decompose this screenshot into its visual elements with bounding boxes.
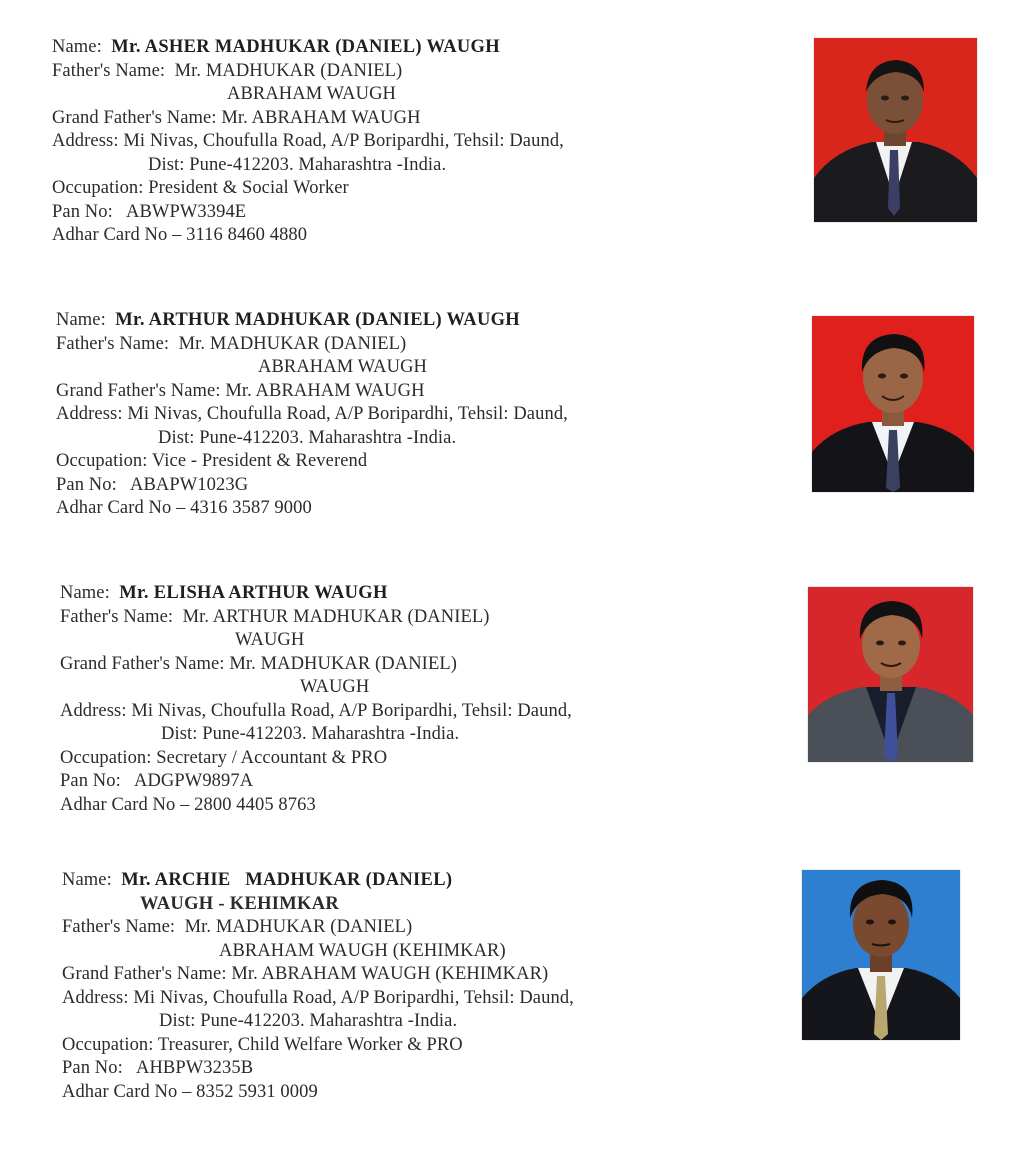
adhar-value: 4316 3587 9000 <box>190 498 312 518</box>
adhar-line <box>52 224 564 248</box>
father-line <box>62 916 574 940</box>
address-line <box>52 130 564 154</box>
father-label: Father's Name: <box>56 333 170 354</box>
person-details-1 <box>52 36 564 248</box>
address-value: Mi Nivas, Choufulla Road, A/P Boripardhi, Tehsil: Daund, <box>131 700 572 721</box>
name-label: Name: <box>52 37 102 57</box>
person-photo-1 <box>814 38 977 222</box>
father-name-continued: ABRAHAM WAUGH (KEHIMKAR) <box>219 940 506 961</box>
address-label: Address: <box>52 131 119 151</box>
father-name: Mr. MADHUKAR (DANIEL) <box>178 333 407 354</box>
adhar-line <box>60 794 572 818</box>
grandfather-line <box>62 963 574 987</box>
address-label: Address: <box>62 987 129 1008</box>
grandfather-line <box>60 653 572 677</box>
father-name-continued: ABRAHAM WAUGH <box>227 84 397 104</box>
pan-line <box>62 1057 574 1081</box>
portrait-image <box>812 316 974 492</box>
grandfather-name: Mr. ABRAHAM WAUGH <box>221 107 421 128</box>
father-line <box>52 60 564 84</box>
name-line <box>62 869 574 893</box>
person-photo-2 <box>812 316 974 492</box>
address-value: Mi Nivas, Choufulla Road, A/P Boripardhi, Tehsil: Daund, <box>133 987 574 1008</box>
address-value: Mi Nivas, Choufulla Road, A/P Boripardhi, Tehsil: Daund, <box>123 131 564 151</box>
pan-label: Pan No: <box>60 771 121 791</box>
person-photo-3 <box>808 587 973 762</box>
pan-value: ABAPW1023G <box>129 474 249 495</box>
father-label: Father's Name: <box>62 917 176 937</box>
pan-line <box>60 770 572 794</box>
occupation-value: Secretary / Accountant & PRO <box>156 747 388 768</box>
address-line <box>56 403 568 427</box>
person-photo-4 <box>802 870 960 1040</box>
address-continued: Dist: Pune-412203. Maharashtra -India. <box>159 1011 458 1031</box>
portrait-image <box>802 870 960 1040</box>
grandfather-line <box>56 380 568 404</box>
occupation-label: Occupation: <box>56 451 148 471</box>
address-label: Address: <box>60 700 127 721</box>
adhar-line <box>62 1081 574 1105</box>
occupation-label: Occupation: <box>62 1034 154 1055</box>
occupation-value: Vice - President & Reverend <box>151 451 368 471</box>
father-label: Father's Name: <box>52 60 166 81</box>
address-label: Address: <box>56 404 123 424</box>
pan-value: ABWPW3394E <box>125 201 247 222</box>
person-details-4 <box>62 869 574 1104</box>
address-line <box>60 700 572 724</box>
portrait-image <box>814 38 977 222</box>
person-name: Mr. ASHER MADHUKAR (DANIEL) WAUGH <box>111 37 500 57</box>
name-line <box>52 36 564 60</box>
grandfather-name: Mr. ABRAHAM WAUGH (KEHIMKAR) <box>231 964 549 984</box>
person-name: Mr. ARTHUR MADHUKAR (DANIEL) WAUGH <box>115 310 520 330</box>
occupation-label: Occupation: <box>60 747 152 768</box>
adhar-label: Adhar Card No – <box>52 225 182 245</box>
occupation-line <box>62 1034 574 1058</box>
grandfather-label: Grand Father's Name: <box>52 107 217 128</box>
grandfather-label: Grand Father's Name: <box>62 964 227 984</box>
address-line <box>62 987 574 1011</box>
person-details-2 <box>56 309 568 521</box>
pan-line <box>52 201 564 225</box>
name-label: Name: <box>60 583 110 603</box>
portrait-image <box>808 587 973 762</box>
pan-line <box>56 474 568 498</box>
grandfather-label: Grand Father's Name: <box>60 653 225 674</box>
adhar-label: Adhar Card No – <box>56 498 186 518</box>
adhar-value: 8352 5931 0009 <box>196 1081 318 1102</box>
address-continued: Dist: Pune-412203. Maharashtra -India. <box>148 154 447 175</box>
occupation-line <box>52 177 564 201</box>
adhar-label: Adhar Card No – <box>62 1081 192 1102</box>
father-label: Father's Name: <box>60 606 174 627</box>
person-name: Mr. ARCHIE MADHUKAR (DANIEL) <box>121 870 453 890</box>
grandfather-name-continued: WAUGH <box>300 677 370 697</box>
father-name: Mr. MADHUKAR (DANIEL) <box>184 917 413 937</box>
father-line <box>56 333 568 357</box>
father-name: Mr. MADHUKAR (DANIEL) <box>174 60 403 81</box>
occupation-line <box>60 747 572 771</box>
name-label: Name: <box>56 310 106 330</box>
grandfather-line <box>52 107 564 131</box>
occupation-value: Treasurer, Child Welfare Worker & PRO <box>157 1034 463 1055</box>
pan-value: AHBPW3235B <box>135 1058 254 1078</box>
person-name-continued: WAUGH - KEHIMKAR <box>140 893 340 914</box>
father-name-continued: WAUGH <box>235 630 305 650</box>
father-name-continued: ABRAHAM WAUGH <box>258 357 428 377</box>
adhar-label: Adhar Card No – <box>60 794 190 815</box>
grandfather-name: Mr. MADHUKAR (DANIEL) <box>229 653 458 674</box>
address-continued: Dist: Pune-412203. Maharashtra -India. <box>158 427 457 448</box>
pan-label: Pan No: <box>52 201 113 222</box>
father-line <box>60 606 572 630</box>
father-name: Mr. ARTHUR MADHUKAR (DANIEL) <box>182 606 490 627</box>
adhar-line <box>56 497 568 521</box>
occupation-line <box>56 450 568 474</box>
grandfather-name: Mr. ABRAHAM WAUGH <box>225 380 425 401</box>
name-label: Name: <box>62 870 112 890</box>
address-value: Mi Nivas, Choufulla Road, A/P Boripardhi, Tehsil: Daund, <box>127 404 568 424</box>
occupation-label: Occupation: <box>52 178 144 198</box>
pan-label: Pan No: <box>62 1058 123 1078</box>
adhar-value: 2800 4405 8763 <box>194 794 316 815</box>
pan-label: Pan No: <box>56 474 117 495</box>
adhar-value: 3116 8460 4880 <box>186 225 308 245</box>
address-continued: Dist: Pune-412203. Maharashtra -India. <box>161 724 460 744</box>
name-line <box>56 309 568 333</box>
grandfather-label: Grand Father's Name: <box>56 380 221 401</box>
person-details-3 <box>60 582 572 817</box>
occupation-value: President & Social Worker <box>148 178 349 198</box>
name-line <box>60 582 572 606</box>
person-name: Mr. ELISHA ARTHUR WAUGH <box>119 583 388 603</box>
pan-value: ADGPW9897A <box>133 771 254 791</box>
